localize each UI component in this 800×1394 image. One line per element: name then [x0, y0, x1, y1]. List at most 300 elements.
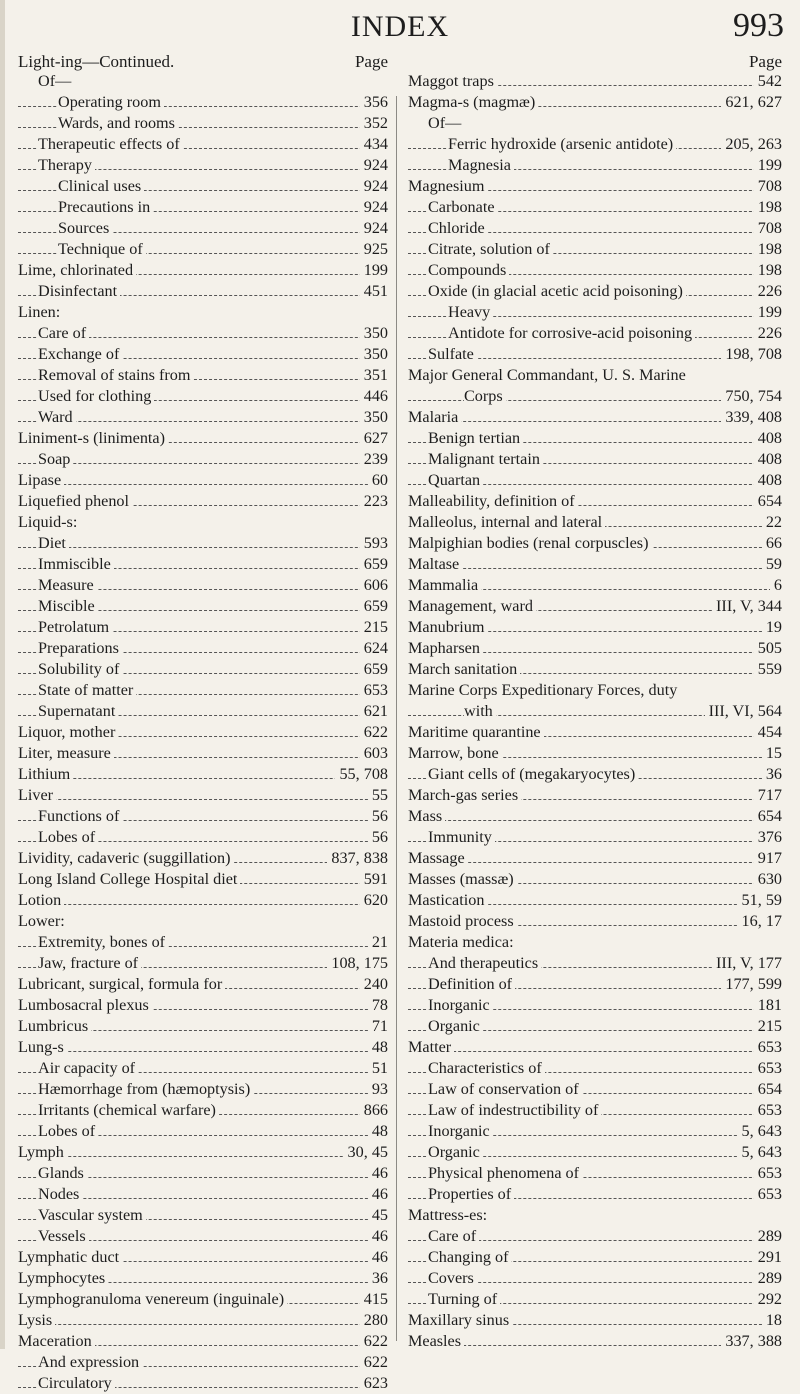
index-entry: [18, 176, 388, 197]
entry-page: 415: [360, 1289, 388, 1310]
dot-leader: [408, 820, 782, 821]
index-entry: [408, 638, 782, 659]
index-entry: [18, 1037, 388, 1058]
index-entry: [18, 239, 388, 260]
index-entry: [18, 323, 388, 344]
entry-term: Inorganic: [428, 996, 493, 1014]
entry-term: Malleability, definition of: [408, 492, 578, 510]
index-entry: [18, 1352, 388, 1373]
entry-term: Ferric hydroxide (arsenic antidote): [448, 135, 676, 153]
entry-term: And expression: [38, 1353, 142, 1371]
entry-term: Lithium: [18, 765, 73, 783]
entry-page: 924: [360, 218, 388, 239]
index-entry: [408, 1142, 782, 1163]
entry-page: 337, 388: [721, 1331, 782, 1352]
index-entry: [18, 869, 388, 890]
index-entry: [18, 974, 388, 995]
index-entry: [408, 554, 782, 575]
index-entry: [408, 869, 782, 890]
entry-term: March sanitation: [408, 660, 520, 678]
entry-page: 593: [360, 533, 388, 554]
entry-page: 620: [360, 890, 388, 911]
index-entry: [408, 1205, 782, 1226]
entry-term: Oxide (in glacial acetic acid poisoning): [428, 282, 686, 300]
entry-page: 291: [754, 1247, 782, 1268]
entry-term: Mattress-es:: [408, 1206, 488, 1224]
entry-term: Immiscible: [38, 555, 114, 573]
entry-page: 198: [754, 239, 782, 260]
index-entry: [18, 1268, 388, 1289]
entry-page: 653: [754, 1058, 782, 1079]
entry-term: Lymphocytes: [18, 1269, 108, 1287]
index-entry: [18, 134, 388, 155]
entry-page: 45: [368, 1205, 388, 1226]
entry-term: Malpighian bodies (renal corpuscles): [408, 534, 652, 552]
entry-term: Mammalia: [408, 576, 481, 594]
entry-term: Ward: [38, 408, 76, 426]
entry-term: Liver: [18, 786, 56, 804]
entry-term: Citrate, solution of: [428, 240, 553, 258]
entry-term: Preparations: [38, 639, 122, 657]
entry-page: 19: [762, 617, 782, 638]
entry-term: Sources: [58, 219, 112, 237]
index-entry: [18, 302, 388, 323]
index-entry: [408, 134, 782, 155]
index-entry: [408, 827, 782, 848]
index-entry: [408, 281, 782, 302]
entry-term: Mass: [408, 807, 445, 825]
index-entry: [408, 932, 782, 953]
right-page-label: Page: [748, 52, 782, 71]
entry-page: 289: [754, 1268, 782, 1289]
entry-page: 408: [754, 449, 782, 470]
index-entry: [18, 386, 388, 407]
entry-page: 198: [754, 260, 782, 281]
index-entry: [408, 806, 782, 827]
index-entry: [408, 365, 782, 386]
index-entry: [18, 1205, 388, 1226]
entry-page: 654: [754, 1079, 782, 1100]
index-entry: [408, 701, 782, 722]
entry-term: And therapeutics: [428, 954, 541, 972]
entry-page: 199: [754, 155, 782, 176]
entry-term: Used for clothing: [38, 387, 154, 405]
index-entry: [408, 407, 782, 428]
entry-term: Law of conservation of: [428, 1080, 582, 1098]
entry-page: 621, 627: [721, 92, 782, 113]
entry-term: Law of indestructibility of: [428, 1101, 601, 1119]
index-entry: [408, 491, 782, 512]
column-divider: [396, 96, 397, 1341]
index-entry: [18, 1310, 388, 1331]
index-entry: [408, 533, 782, 554]
entry-page: 226: [754, 323, 782, 344]
entry-term: Lymphogranuloma venereum (inguinale): [18, 1290, 287, 1308]
entry-page: 408: [754, 470, 782, 491]
index-entry: [18, 155, 388, 176]
entry-term: Therapeutic effects of: [38, 135, 183, 153]
entry-term: Of—: [38, 72, 72, 90]
entry-page: 181: [754, 995, 782, 1016]
index-entry: [18, 512, 388, 533]
entry-page: 446: [360, 386, 388, 407]
entry-page: 36: [368, 1268, 388, 1289]
index-entry: [18, 1184, 388, 1205]
entry-page: 339, 408: [721, 407, 782, 428]
entry-term: Marine Corps Expeditionary Forces, duty: [408, 681, 678, 699]
dot-leader: [408, 1051, 782, 1052]
entry-page: 108, 175: [327, 953, 388, 974]
entry-term: Maceration: [18, 1332, 95, 1350]
entry-page: 60: [368, 470, 388, 491]
entry-page: 356: [360, 92, 388, 113]
index-entry: [18, 617, 388, 638]
entry-page: 51: [368, 1058, 388, 1079]
index-entry: [408, 575, 782, 596]
entry-term: Circulatory: [38, 1374, 115, 1392]
entry-term: Care of: [428, 1227, 479, 1245]
entry-page: 624: [360, 638, 388, 659]
index-entry: [408, 848, 782, 869]
index-entry: [408, 92, 782, 113]
index-entry: [18, 344, 388, 365]
index-entry: [408, 344, 782, 365]
entry-page: 215: [754, 1016, 782, 1037]
entry-term: Malleolus, internal and lateral: [408, 513, 605, 531]
entry-term: Lysis: [18, 1311, 55, 1329]
entry-term: Covers: [428, 1269, 477, 1287]
entry-term: Physical phenomena of: [428, 1164, 582, 1182]
index-entry: [18, 1373, 388, 1394]
entry-page: 226: [754, 281, 782, 302]
entry-term: Solubility of: [38, 660, 122, 678]
entry-page: 240: [360, 974, 388, 995]
entry-term: Liter, measure: [18, 744, 114, 762]
index-entry: [18, 827, 388, 848]
entry-term: Clinical uses: [58, 177, 144, 195]
entry-page: 603: [360, 743, 388, 764]
entry-term: Petrolatum: [38, 618, 112, 636]
index-entry: [408, 659, 782, 680]
index-entry: [408, 155, 782, 176]
index-entry: [18, 1016, 388, 1037]
entry-term: Organic: [428, 1143, 483, 1161]
entry-term: Wards, and rooms: [58, 114, 178, 132]
entry-page: 659: [360, 554, 388, 575]
index-entry: [408, 617, 782, 638]
index-entry: [18, 575, 388, 596]
index-entry: [408, 953, 782, 974]
entry-term: Operating room: [58, 93, 164, 111]
left-page-label: Page: [354, 52, 388, 71]
right-column: [408, 71, 782, 1352]
entry-page: 653: [754, 1100, 782, 1121]
entry-term: Vessels: [38, 1227, 89, 1245]
entry-term: Lumbosacral plexus: [18, 996, 152, 1014]
index-entry: [18, 1226, 388, 1247]
entry-page: 239: [360, 449, 388, 470]
index-entry: [408, 239, 782, 260]
entry-page: 654: [754, 491, 782, 512]
entry-term: Jaw, fracture of: [38, 954, 141, 972]
index-entry: [408, 260, 782, 281]
entry-term: Technique of: [58, 240, 146, 258]
entry-page: 376: [754, 827, 782, 848]
entry-term: Lymph: [18, 1143, 67, 1161]
entry-term: Maltase: [408, 555, 462, 573]
entry-page: 51, 59: [738, 890, 782, 911]
entry-page: III, V, 344: [712, 596, 782, 617]
entry-page: 71: [368, 1016, 388, 1037]
entry-term: Lobes of: [38, 828, 98, 846]
entry-term: March-gas series: [408, 786, 521, 804]
entry-term: Mapharsen: [408, 639, 483, 657]
dot-leader: [408, 568, 782, 569]
entry-term: Disinfectant: [38, 282, 120, 300]
page-header: [0, 6, 800, 50]
entry-term: Supernatant: [38, 702, 118, 720]
entry-page: 623: [360, 1373, 388, 1394]
entry-term: Liniment-s (linimenta): [18, 429, 168, 447]
entry-page: 408: [754, 428, 782, 449]
index-entry: [18, 638, 388, 659]
entry-term: Mastoid process: [408, 912, 517, 930]
entry-page: 18: [762, 1310, 782, 1331]
index-entry: [18, 1247, 388, 1268]
entry-page: 21: [368, 932, 388, 953]
entry-term: Characteristics of: [428, 1059, 545, 1077]
entry-page: 653: [754, 1184, 782, 1205]
index-entry: [408, 1184, 782, 1205]
entry-term: Antidote for corrosive-acid poisoning: [448, 324, 695, 342]
index-entry: [408, 1058, 782, 1079]
entry-term: State of matter: [38, 681, 136, 699]
entry-page: 653: [360, 680, 388, 701]
index-entry: [18, 491, 388, 512]
entry-page: 48: [368, 1121, 388, 1142]
entry-term: Long Island College Hospital diet: [18, 870, 240, 888]
entry-page: 223: [360, 491, 388, 512]
index-entry: [408, 743, 782, 764]
entry-term: Irritants (chemical warfare): [38, 1101, 219, 1119]
entry-page: 78: [368, 995, 388, 1016]
entry-page: 924: [360, 155, 388, 176]
entry-page: 622: [360, 1352, 388, 1373]
index-entry: [18, 449, 388, 470]
entry-page: 659: [360, 596, 388, 617]
index-entry: [408, 428, 782, 449]
entry-term: Magnesia: [448, 156, 514, 174]
entry-term: Benign tertian: [428, 429, 523, 447]
entry-term: Lime, chlorinated: [18, 261, 136, 279]
index-entry: [18, 260, 388, 281]
entry-term: Manubrium: [408, 618, 487, 636]
index-entry: [408, 785, 782, 806]
index-entry: [408, 1268, 782, 1289]
entry-page: III, V, 177: [712, 953, 782, 974]
entry-term: Therapy: [38, 156, 95, 174]
entry-page: 177, 599: [721, 974, 782, 995]
entry-page: 46: [368, 1163, 388, 1184]
entry-term: Compounds: [428, 261, 509, 279]
page-title: INDEX: [350, 10, 450, 43]
entry-term: Functions of: [38, 807, 122, 825]
entry-page: 653: [754, 1037, 782, 1058]
index-entry: [18, 932, 388, 953]
entry-page: 653: [754, 1163, 782, 1184]
entry-page: 55: [368, 785, 388, 806]
entry-term: Lumbricus: [18, 1017, 91, 1035]
index-entry: [18, 365, 388, 386]
entry-page: 6: [770, 575, 782, 596]
index-entry: [408, 1310, 782, 1331]
dot-leader: [18, 547, 388, 548]
entry-term: Nodes: [38, 1185, 82, 1203]
entry-term: Lotion: [18, 891, 64, 909]
index-entry: [408, 995, 782, 1016]
left-column-title: Light-ing—Continued.: [18, 52, 175, 71]
entry-page: 542: [754, 71, 782, 92]
index-entry: [408, 1079, 782, 1100]
entry-page: 46: [368, 1226, 388, 1247]
entry-term: Heavy: [448, 303, 493, 321]
index-entry: [18, 218, 388, 239]
index-entry: [18, 1058, 388, 1079]
index-entry: [408, 911, 782, 932]
index-entry: [18, 1163, 388, 1184]
index-entry: [408, 764, 782, 785]
index-entry: [18, 953, 388, 974]
entry-term: Vascular system: [38, 1206, 146, 1224]
entry-term: Maxillary sinus: [408, 1311, 512, 1329]
entry-page: 659: [360, 659, 388, 680]
index-entry: [408, 1121, 782, 1142]
entry-page: 627: [360, 428, 388, 449]
entry-page: 622: [360, 722, 388, 743]
dot-leader: [18, 484, 388, 485]
entry-page: 451: [360, 281, 388, 302]
entry-term: Measles: [408, 1332, 464, 1350]
entry-page: 46: [368, 1247, 388, 1268]
entry-term: Mastication: [408, 891, 487, 909]
index-entry: [18, 71, 388, 92]
entry-term: Massage: [408, 849, 468, 867]
page-number: 993: [733, 7, 784, 44]
left-column: [18, 71, 388, 1394]
entry-term: Management, ward: [408, 597, 536, 615]
entry-term: Linen:: [18, 303, 61, 321]
entry-page: 48: [368, 1037, 388, 1058]
entry-term: Magnesium: [408, 177, 487, 195]
entry-term: Organic: [428, 1017, 483, 1035]
entry-page: 46: [368, 1184, 388, 1205]
entry-page: 215: [360, 617, 388, 638]
entry-page: 866: [360, 1100, 388, 1121]
entry-term: Liquefied phenol: [18, 492, 132, 510]
index-entry: [408, 218, 782, 239]
right-column-heading: [408, 52, 782, 72]
index-entry: [18, 428, 388, 449]
index-entry: [408, 1100, 782, 1121]
entry-term: Changing of: [428, 1248, 511, 1266]
index-entry: [18, 743, 388, 764]
entry-term: Soap: [38, 450, 73, 468]
index-entry: [18, 1100, 388, 1121]
entry-page: 199: [754, 302, 782, 323]
index-entry: [408, 302, 782, 323]
dot-leader: [18, 1156, 388, 1157]
index-entry: [18, 554, 388, 575]
entry-term: Malignant tertain: [428, 450, 543, 468]
entry-term: Lymphatic duct: [18, 1248, 122, 1266]
entry-page: 924: [360, 176, 388, 197]
entry-term: Liquid-s:: [18, 513, 78, 531]
dot-leader: [18, 799, 388, 800]
index-entry: [408, 974, 782, 995]
dot-leader: [18, 778, 388, 779]
index-entry: [408, 71, 782, 92]
entry-term: Chloride: [428, 219, 488, 237]
entry-page: 630: [754, 869, 782, 890]
index-entry: [408, 386, 782, 407]
index-entry: [408, 722, 782, 743]
index-entry: [18, 1142, 388, 1163]
entry-term: Lubricant, surgical, formula for: [18, 975, 225, 993]
entry-term: Diet: [38, 534, 69, 552]
index-entry: [18, 764, 388, 785]
entry-term: Extremity, bones of: [38, 933, 168, 951]
index-entry: [18, 533, 388, 554]
entry-page: 93: [368, 1079, 388, 1100]
entry-term: Matter: [408, 1038, 454, 1056]
entry-page: 434: [360, 134, 388, 155]
index-entry: [408, 680, 782, 701]
entry-page: 280: [360, 1310, 388, 1331]
entry-page: 292: [754, 1289, 782, 1310]
entry-page: 56: [368, 827, 388, 848]
index-entry: [18, 407, 388, 428]
entry-page: 925: [360, 239, 388, 260]
dot-leader: [18, 1324, 388, 1325]
entry-term: Major General Commandant, U. S. Marine: [408, 366, 686, 384]
index-entry: [18, 197, 388, 218]
index-entry: [408, 512, 782, 533]
dot-leader: [18, 904, 388, 905]
entry-page: 350: [360, 344, 388, 365]
entry-term: Giant cells of (megakaryocytes): [428, 765, 638, 783]
index-entry: [18, 596, 388, 617]
index-entry: [18, 995, 388, 1016]
entry-page: 56: [368, 806, 388, 827]
entry-term: Maggot traps: [408, 72, 497, 90]
entry-page: 66: [762, 533, 782, 554]
entry-term: Corps: [464, 387, 506, 405]
entry-term: Turning of: [428, 1290, 500, 1308]
index-entry: [408, 449, 782, 470]
entry-page: 352: [360, 113, 388, 134]
entry-page: 708: [754, 218, 782, 239]
index-entry: [18, 113, 388, 134]
index-entry: [18, 848, 388, 869]
index-entry: [18, 1121, 388, 1142]
entry-term: Properties of: [428, 1185, 514, 1203]
left-column-heading: [18, 52, 388, 72]
entry-page: 55, 708: [335, 764, 388, 785]
index-entry: [18, 890, 388, 911]
dot-leader: [18, 1051, 388, 1052]
entry-term: Lower:: [18, 912, 65, 930]
entry-term: Definition of: [428, 975, 515, 993]
